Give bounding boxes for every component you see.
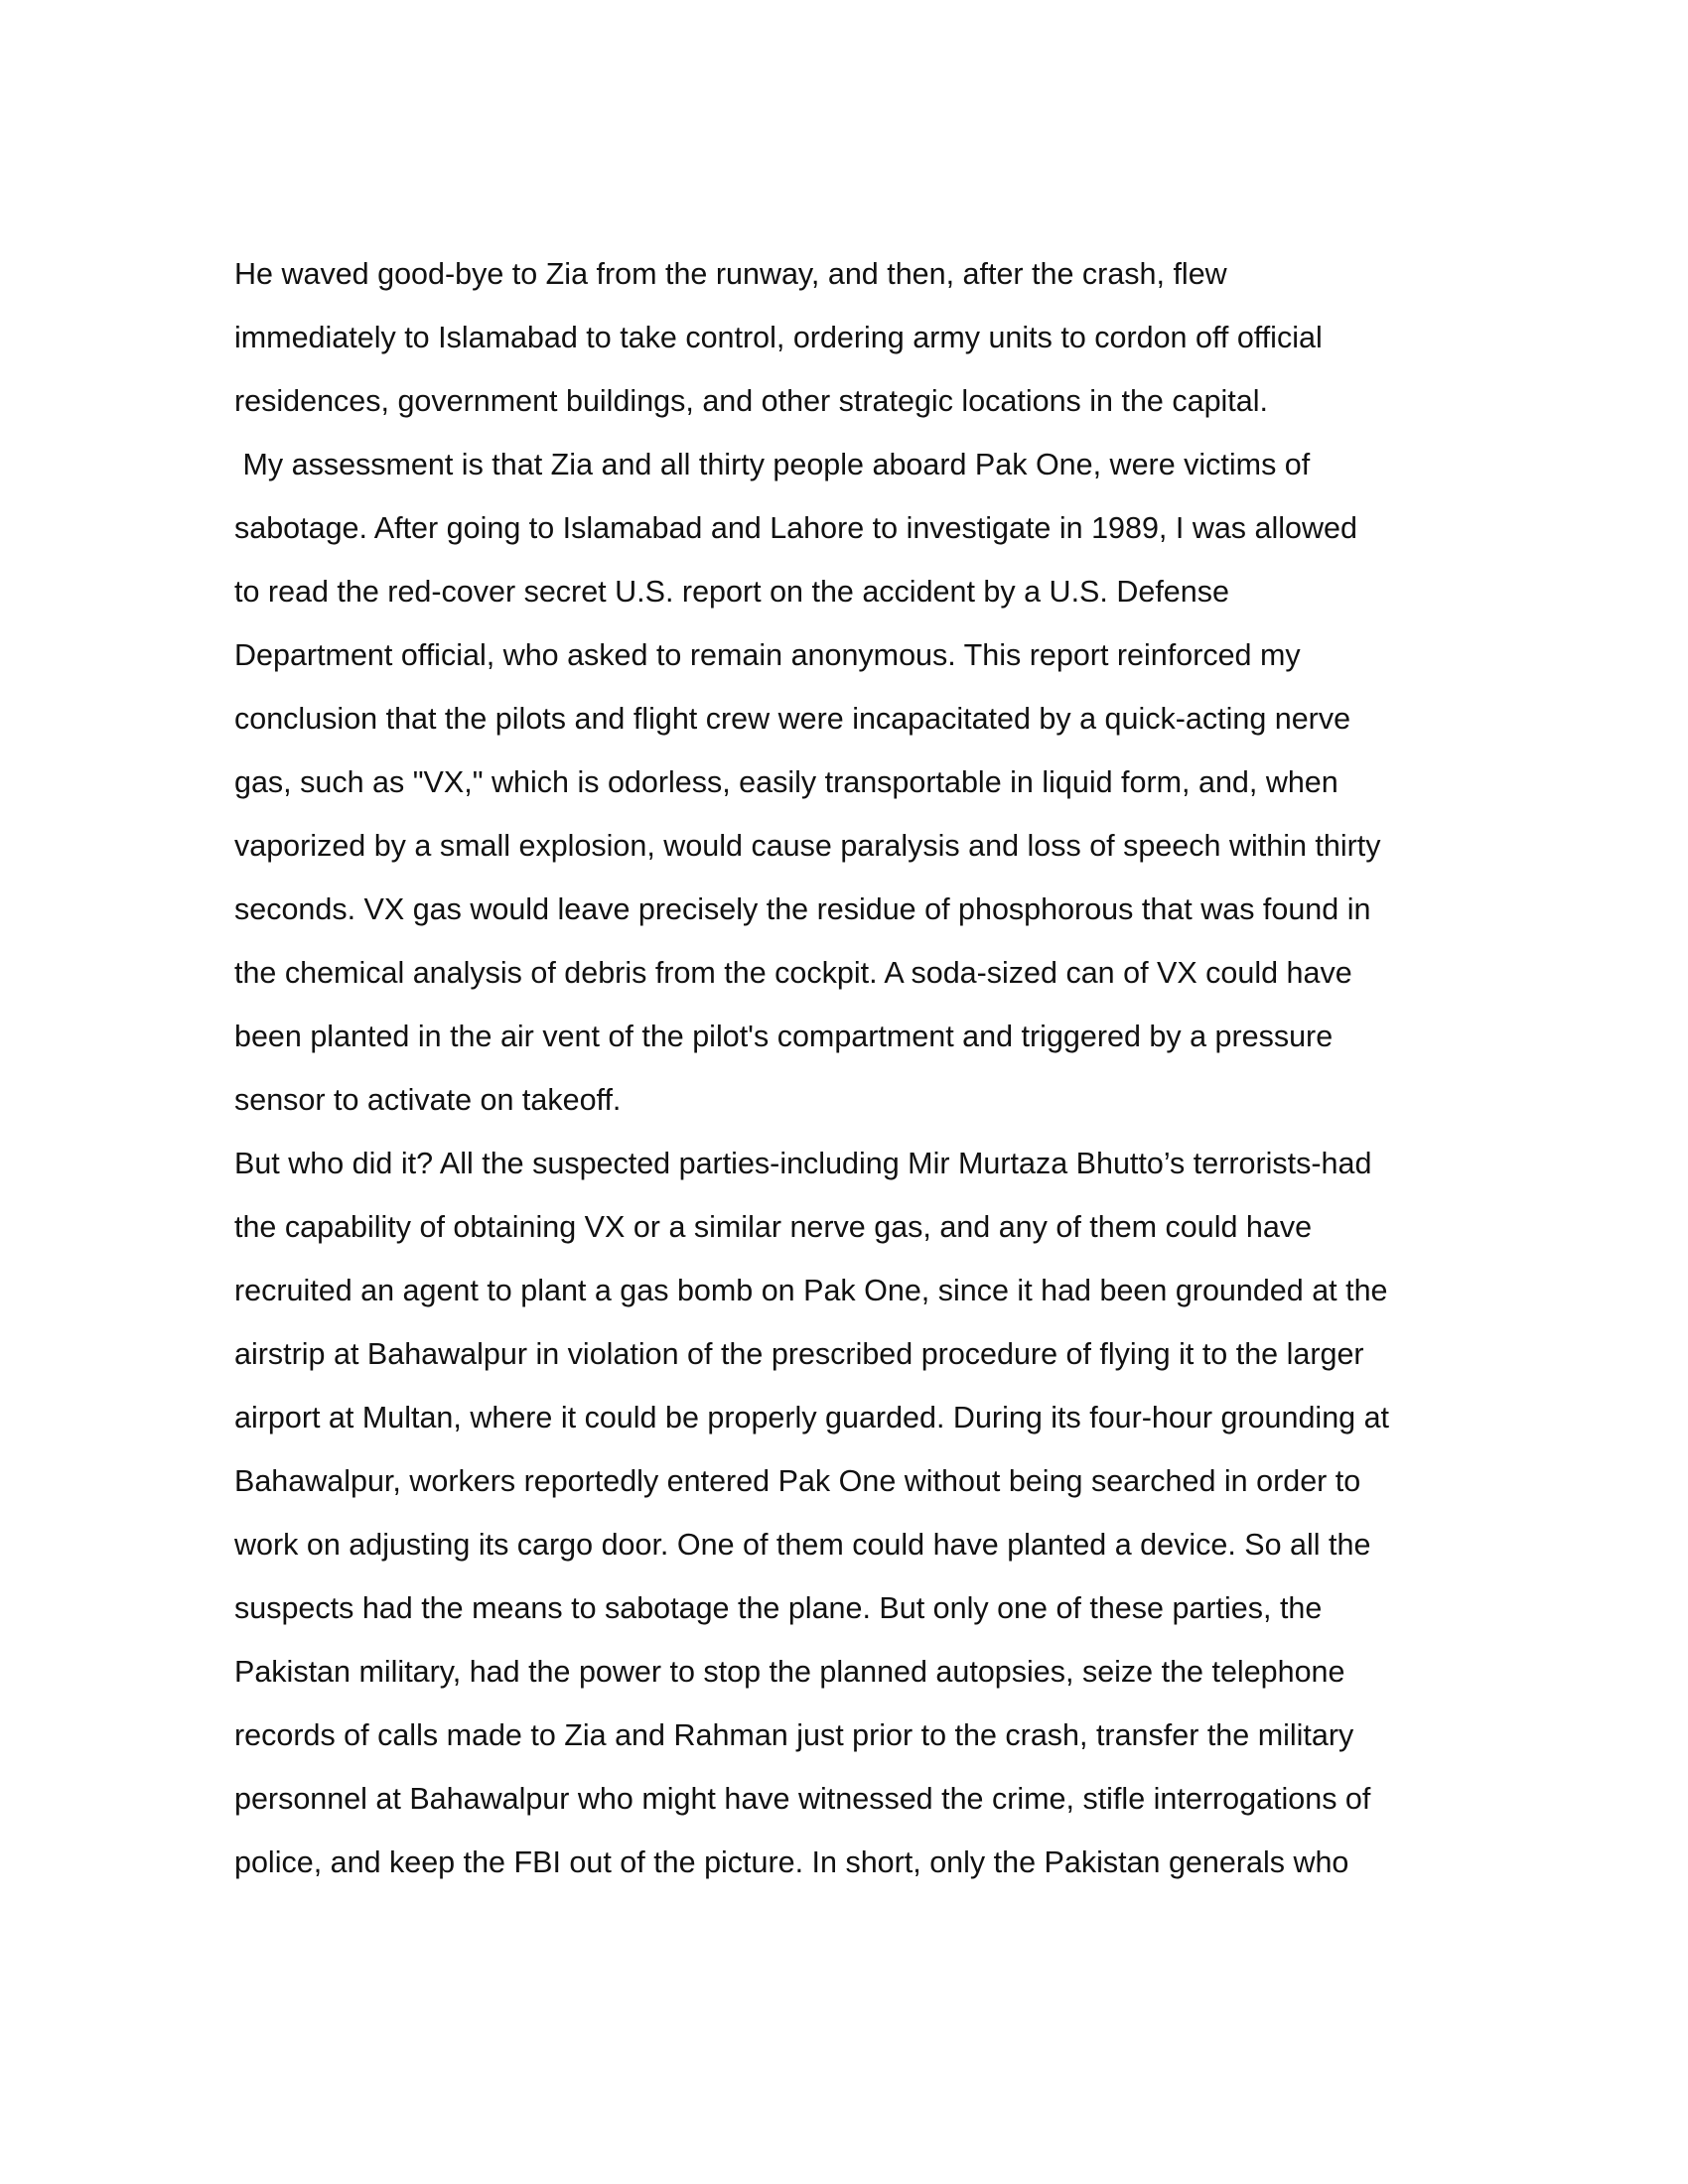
text-line: the chemical analysis of debris from the cockpit. A soda-sized can of VX could have xyxy=(234,956,1352,990)
text-line: sensor to activate on takeoff. xyxy=(234,1083,622,1117)
text-line: personnel at Bahawalpur who might have witnessed the crime, stifle interrogations of xyxy=(234,1782,1371,1816)
text-line: airstrip at Bahawalpur in violation of the prescribed procedure of flying it to the larger xyxy=(234,1337,1364,1371)
text-line: vaporized by a small explosion, would cause paralysis and loss of speech within thirty xyxy=(234,829,1381,863)
text-line: work on adjusting its cargo door. One of them could have planted a device. So all the xyxy=(234,1528,1371,1562)
text-line: airport at Multan, where it could be properly guarded. During its four-hour grounding at xyxy=(234,1401,1390,1434)
text-line: Department official, who asked to remain anonymous. This report reinforced my xyxy=(234,638,1301,672)
text-line: suspects had the means to sabotage the plane. But only one of these parties, the xyxy=(234,1591,1323,1625)
text-line: residences, government buildings, and other strategic locations in the capital. xyxy=(234,384,1268,418)
text-line: records of calls made to Zia and Rahman just prior to the crash, transfer the military xyxy=(234,1718,1354,1752)
text-line: to read the red-cover secret U.S. report on the accident by a U.S. Defense xyxy=(234,575,1229,609)
text-line: gas, such as "VX," which is odorless, easily transportable in liquid form, and, when xyxy=(234,765,1338,799)
text-line: recruited an agent to plant a gas bomb on Pak One, since it had been grounded at the xyxy=(234,1274,1388,1307)
text-line: Pakistan military, had the power to stop the planned autopsies, seize the telephone xyxy=(234,1655,1345,1689)
body-text xyxy=(234,248,1485,1900)
text-line: the capability of obtaining VX or a similar nerve gas, and any of them could have xyxy=(234,1210,1313,1244)
text-line: immediately to Islamabad to take control, ordering army units to cordon off official xyxy=(234,321,1323,354)
text-line: seconds. VX gas would leave precisely the residue of phosphorous that was found in xyxy=(234,892,1371,926)
text-line: police, and keep the FBI out of the picture. In short, only the Pakistan generals who xyxy=(234,1845,1349,1879)
text-line: Bahawalpur, workers reportedly entered Pak One without being searched in order to xyxy=(234,1464,1361,1498)
text-line: sabotage. After going to Islamabad and Lahore to investigate in 1989, I was allowed xyxy=(234,511,1357,545)
text-line: conclusion that the pilots and flight crew were incapacitated by a quick-acting nerve xyxy=(234,702,1351,736)
text-line: My assessment is that Zia and all thirty people aboard Pak One, were victims of xyxy=(234,448,1311,481)
text-line: been planted in the air vent of the pilot's compartment and triggered by a pressure xyxy=(234,1020,1334,1053)
text-line: But who did it? All the suspected parties-including Mir Murtaza Bhutto’s terrorists-had xyxy=(234,1147,1372,1180)
text-line: He waved good-bye to Zia from the runway, and then, after the crash, flew xyxy=(234,257,1227,291)
